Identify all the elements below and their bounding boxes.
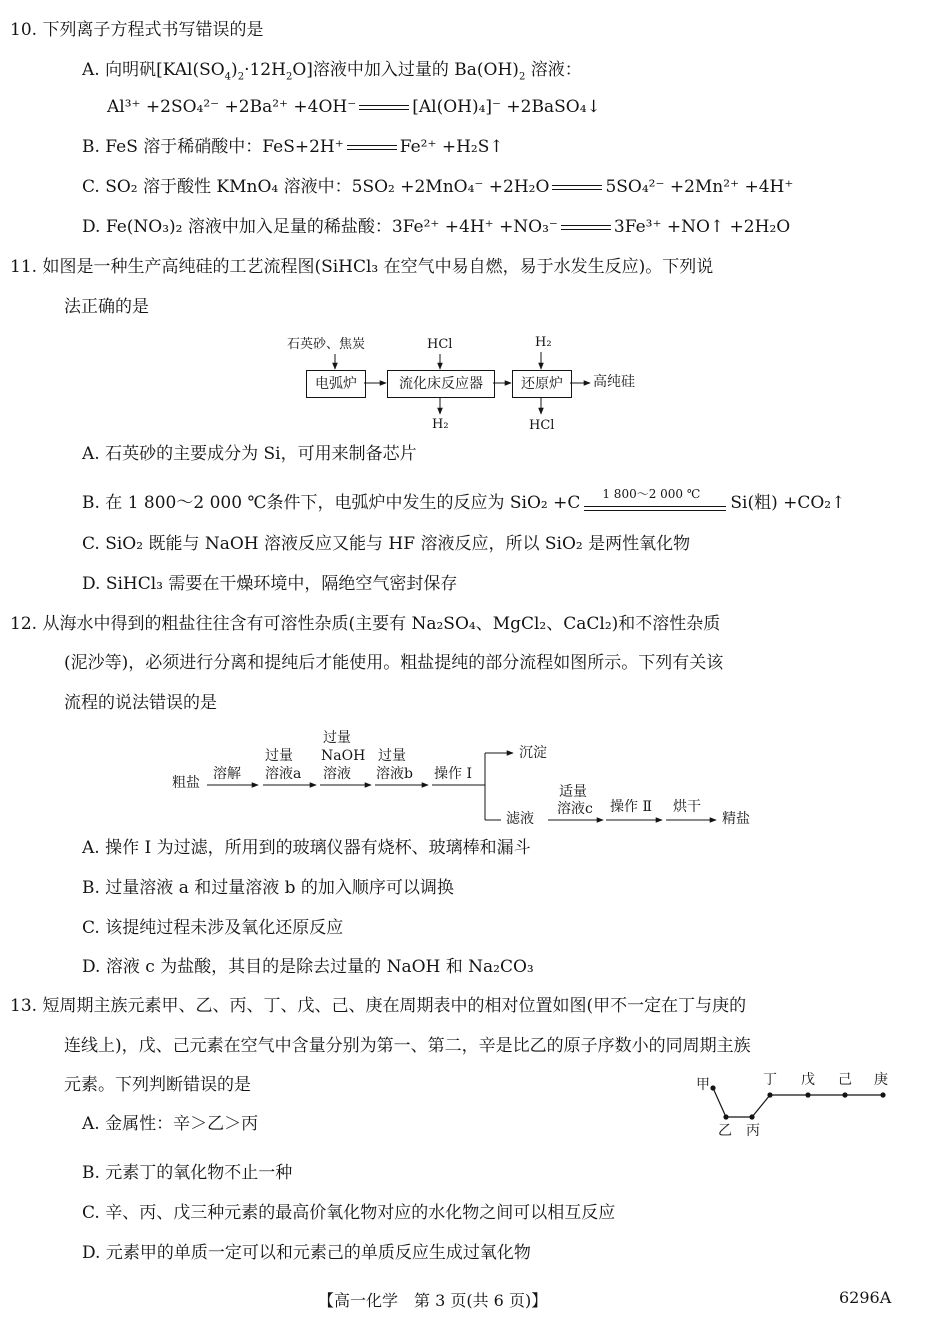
q10-a-text-4: O]溶液中加入过量的 Ba(OH)	[292, 60, 519, 80]
q11-product: 高纯硅	[593, 374, 635, 390]
q11-box-reduction-furnace: 还原炉	[512, 370, 572, 398]
q12-option-c: C. 该提纯过程未涉及氧化还原反应	[82, 918, 344, 938]
q11-stem-line-2: 法正确的是	[64, 297, 149, 317]
element-jia: 甲	[696, 1077, 710, 1093]
q12-filtrate: 滤液	[506, 811, 534, 827]
q13-stem-line-1: 13. 短周期主族元素甲、乙、丙、丁、戊、己、庚在周期表中的相对位置如图(甲不一定在丁与庚的	[10, 996, 747, 1016]
q13-option-d: D. 元素甲的单质一定可以和元素己的单质反应生成过氧化物	[82, 1243, 531, 1263]
q11-output-3: HCl	[529, 418, 555, 433]
q13-option-b: B. 元素丁的氧化物不止一种	[82, 1163, 293, 1183]
q12-step-5-line-1: 适量	[559, 784, 587, 800]
q10-stem: 10. 下列离子方程式书写错误的是	[10, 20, 264, 40]
q11-option-d: D. SiHCl₃ 需要在干燥环境中，隔绝空气密封保存	[82, 574, 458, 594]
q12-step-dissolve: 溶解	[213, 766, 241, 782]
q11-condition-text: 1 800～2 000 ℃	[602, 486, 701, 501]
q10-a-eq-right: [Al(OH)₄]⁻ +2BaSO₄↓	[412, 97, 601, 117]
q10-option-a: A. 向明矾$[KAl(SO_4)_2\cdot 12H_2O]$溶液中加入过量的 $Ba(OH)_2$ 溶液：	[82, 60, 582, 83]
q12-step-3-line-2: NaOH	[321, 748, 366, 764]
q12-stem-line-1: 12. 从海水中得到的粗盐往往含有可溶性杂质(主要有 Na₂SO₄、MgCl₂、CaCl₂)和不溶性杂质	[10, 614, 721, 634]
q12-option-a: A. 操作 Ⅰ 为过滤，所用到的玻璃仪器有烧杯、玻璃棒和漏斗	[82, 838, 531, 858]
q12-step-4-line-2: 溶液b	[376, 766, 413, 782]
q11-output-2: H₂	[432, 417, 449, 432]
q11-input-1: 石英砂、焦炭	[287, 337, 366, 352]
q12-step-5-line-2: 溶液c	[557, 801, 593, 817]
q12-operation-1: 操作 Ⅰ	[434, 766, 472, 782]
q12-step-2-line-2: 溶液a	[265, 766, 302, 782]
q11-stem-line-1: 11. 如图是一种生产高纯硅的工艺流程图(SiHCl₃ 在空气中易自燃，易于水发生反应)。下列说	[10, 257, 714, 277]
q11-b-left: B. 在 1 800～2 000 ℃条件下，电弧炉中发生的反应为 SiO₂ +C	[82, 493, 581, 513]
q12-step-3-line-3: 溶液	[323, 766, 351, 782]
q12-start: 粗盐	[172, 775, 200, 791]
q10-d-right: 3Fe³⁺ +NO↑ +2H₂O	[613, 217, 791, 237]
q12-option-b: B. 过量溶液 a 和过量溶液 b 的加入顺序可以调换	[82, 878, 454, 898]
element-ding: 丁	[763, 1072, 777, 1088]
q10-a-eq-left: Al³⁺ +2SO₄²⁻ +2Ba²⁺ +4OH⁻	[107, 97, 357, 117]
element-wu: 戊	[801, 1072, 815, 1088]
q12-operation-2: 操作 Ⅱ	[610, 799, 652, 815]
q11-box-electric-arc-furnace: 电弧炉	[306, 370, 366, 398]
q13-option-c: C. 辛、丙、戊三种元素的最高价氧化物对应的水化物之间可以相互反应	[82, 1203, 616, 1223]
q10-c-right: 5SO₄²⁻ +2Mn²⁺ +4H⁺	[605, 177, 794, 197]
q10-c-left: C. SO₂ 溶于酸性 KMnO₄ 溶液中：5SO₂ +2MnO₄⁻ +2H₂O	[82, 177, 550, 197]
element-yi: 乙	[718, 1123, 732, 1139]
q10-a-text-1: A. 向明矾[KAl(SO	[82, 60, 225, 80]
q10-b-right: Fe²⁺ +H₂S↑	[399, 137, 504, 157]
footer-paper-code: 6296A	[839, 1288, 892, 1307]
q11-option-a: A. 石英砂的主要成分为 Si，可用来制备芯片	[82, 444, 417, 464]
element-geng: 庚	[874, 1072, 888, 1088]
element-bing: 丙	[746, 1123, 760, 1139]
q12-precipitate: 沉淀	[519, 745, 547, 761]
q11-option-c: C. SiO₂ 既能与 NaOH 溶液反应又能与 HF 溶液反应，所以 SiO₂ 是两性氧化物	[82, 534, 691, 554]
footer-page-label: 【高一化学 第 3 页(共 6 页)】	[318, 1291, 548, 1310]
q12-end: 精盐	[722, 811, 750, 827]
q11-input-2: HCl	[427, 337, 453, 352]
q11-b-right: Si(粗) +CO₂↑	[730, 493, 846, 513]
q12-step-3-line-1: 过量	[323, 730, 351, 746]
q12-stem-line-3: 流程的说法错误的是	[64, 693, 217, 713]
q13-stem-line-3: 元素。下列判断错误的是	[64, 1075, 251, 1095]
q10-b-left: B. FeS 溶于稀硝酸中：FeS+2H⁺	[82, 137, 344, 157]
q10-a-text-3: ·12H	[244, 60, 286, 80]
q10-d-left: D. Fe(NO₃)₂ 溶液中加入足量的稀盐酸：3Fe²⁺ +4H⁺ +NO₃⁻	[82, 217, 558, 237]
q10-a-text-5: 溶液：	[525, 60, 582, 80]
q12-option-d: D. 溶液 c 为盐酸，其目的是除去过量的 NaOH 和 Na₂CO₃	[82, 957, 534, 977]
q12-step-2-line-1: 过量	[265, 748, 293, 764]
element-ji: 己	[838, 1072, 852, 1088]
q11-input-3: H₂	[535, 335, 552, 350]
q13-option-a: A. 金属性：辛＞乙＞丙	[82, 1114, 259, 1134]
q11-box-fluidized-bed-reactor: 流化床反应器	[387, 370, 495, 398]
q12-dry: 烘干	[673, 799, 701, 815]
q10-a-text-2: )	[231, 60, 238, 80]
q12-stem-line-2: (泥沙等)，必须进行分离和提纯后才能使用。粗盐提纯的部分流程如图所示。下列有关该	[64, 653, 724, 673]
q13-stem-line-2: 连线上)，戊、己元素在空气中含量分别为第一、第二，辛是比乙的原子序数小的同周期主族	[64, 1036, 751, 1056]
q12-step-4-line-1: 过量	[378, 748, 406, 764]
